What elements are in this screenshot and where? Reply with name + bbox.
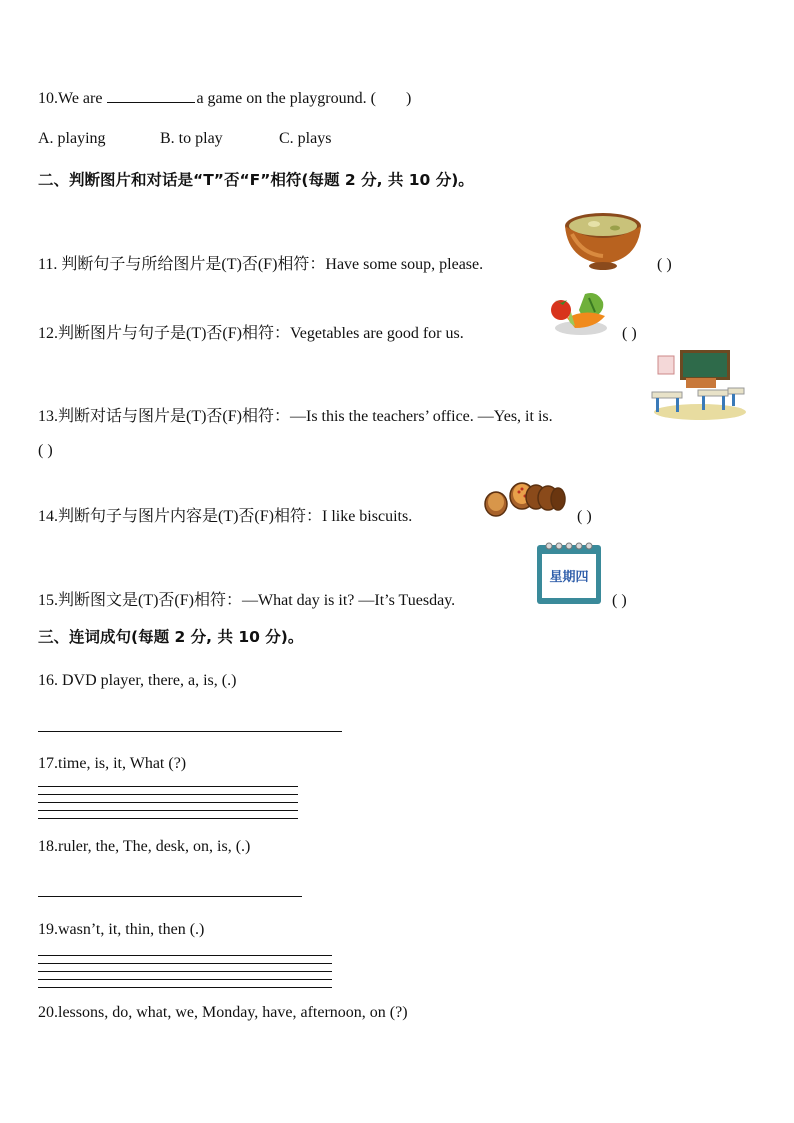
question-10-suffix: a game on the playground. ( (196, 90, 376, 107)
answer-line-17d[interactable] (38, 810, 298, 811)
calendar-weekday-label: 星期四 (549, 570, 589, 585)
answer-line-19c[interactable] (38, 971, 332, 972)
answer-line-19a[interactable] (38, 955, 332, 956)
answer-line-17a[interactable] (38, 786, 298, 787)
option-a[interactable]: A. playing (38, 130, 106, 147)
question-12: 12.判断图片与句子是(T)否(F)相符：Vegetables are good for us. (38, 325, 464, 342)
answer-bracket-12[interactable]: ( ) (622, 325, 637, 342)
question-15: 15.判断图文是(T)否(F)相符：—What day is it? —It’s Tuesday. (38, 592, 456, 609)
answer-bracket-14[interactable]: ( ) (577, 508, 592, 525)
answer-bracket-11[interactable]: ( ) (657, 256, 672, 273)
question-13: 13.判断对话与图片是(T)否(F)相符：—Is this the teachers’ office. —Yes, it is. (38, 408, 553, 425)
classroom-icon (648, 348, 748, 422)
answer-line-18[interactable] (38, 896, 302, 897)
answer-line-17b[interactable] (38, 794, 298, 795)
question-11: 11. 判断句子与所给图片是(T)否(F)相符：Have some soup, please. (38, 256, 484, 273)
question-14: 14.判断句子与图片内容是(T)否(F)相符：I like biscuits. (38, 508, 413, 525)
answer-line-19d[interactable] (38, 979, 332, 980)
question-16: 16. DVD player, there, a, is, (.) (38, 672, 237, 689)
soup-bowl-icon (560, 208, 646, 272)
answer-line-17c[interactable] (38, 802, 298, 803)
answer-bracket-15[interactable]: ( ) (612, 592, 627, 609)
section-2-heading: 二、判断图片和对话是“T”否“F”相符(每题 2 分, 共 10 分)。 (38, 171, 474, 189)
question-10-close: ) (405, 90, 412, 107)
question-10 (38, 88, 411, 109)
answer-line-16[interactable] (38, 731, 342, 732)
question-19: 19.wasn’t, it, thin, then (.) (38, 921, 205, 938)
option-c[interactable]: C. plays (279, 130, 332, 147)
answer-line-19e[interactable] (38, 987, 332, 988)
answer-line-17e[interactable] (38, 818, 298, 819)
question-18: 18.ruler, the, The, desk, on, is, (.) (38, 838, 251, 855)
answer-blank[interactable] (107, 88, 195, 103)
question-10-prefix: 10.We are (38, 90, 103, 107)
option-b[interactable]: B. to play (160, 130, 223, 147)
question-20: 20.lessons, do, what, we, Monday, have, afternoon, on (?) (38, 1004, 408, 1021)
section-3-heading: 三、连词成句(每题 2 分, 共 10 分)。 (38, 628, 304, 646)
vegetables-icon (545, 288, 613, 338)
answer-line-19b[interactable] (38, 963, 332, 964)
question-17: 17.time, is, it, What (?) (38, 755, 187, 772)
biscuits-icon (482, 478, 566, 520)
calendar-icon (535, 540, 603, 606)
answer-bracket-13[interactable]: ( ) (38, 442, 53, 459)
